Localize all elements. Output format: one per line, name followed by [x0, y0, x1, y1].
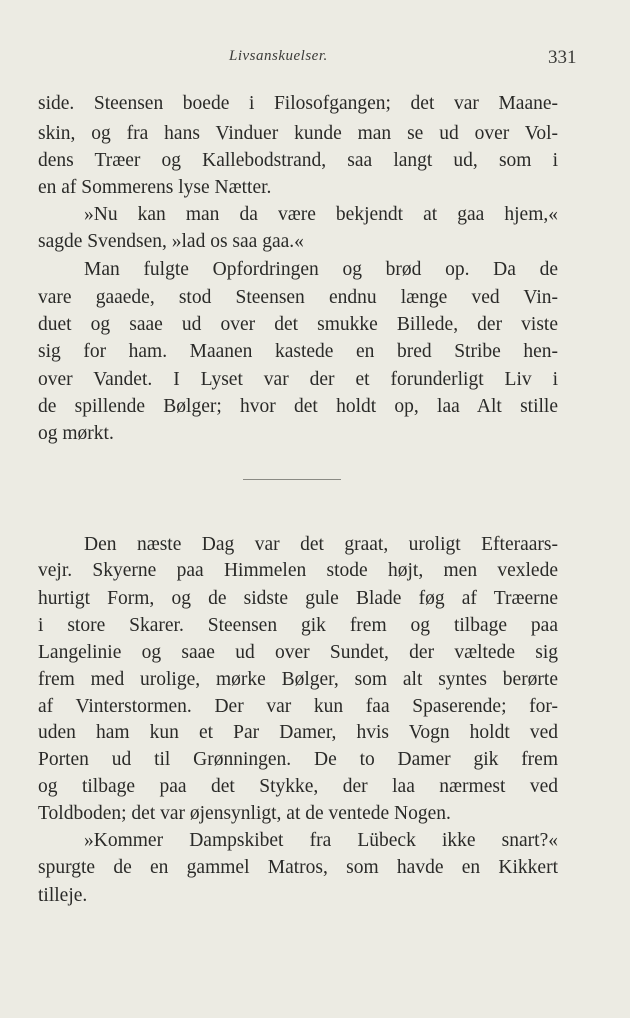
text-line: Langelinie og saae ud over Sundet, der væltede sig	[38, 642, 558, 663]
text-line: en af Sommerens lyse Nætter.	[38, 177, 272, 198]
page-number: 331	[548, 47, 577, 68]
text-line: frem med urolige, mørke Bølger, som alt syntes berørte	[38, 669, 558, 690]
running-head	[0, 48, 630, 72]
section-divider	[243, 479, 341, 480]
text-line: og mørkt.	[38, 423, 114, 444]
text-line: af Vinterstormen. Der var kun faa Spaserende; for-	[38, 696, 558, 717]
text-line: side. Steensen boede i Filosofgangen; det var Maane-	[38, 93, 558, 114]
text-line: Den næste Dag var det graat, uroligt Efteraars-	[84, 534, 558, 555]
text-line: vare gaaede, stod Steensen endnu længe ved Vin-	[38, 287, 558, 308]
text-line: sagde Svendsen, »lad os saa gaa.«	[38, 231, 304, 252]
text-line: duet og saae ud over det smukke Billede, der viste	[38, 314, 558, 335]
text-line: hurtigt Form, og de sidste gule Blade føg af Træerne	[38, 588, 558, 609]
text-line: og tilbage paa det Stykke, der laa nærmest ved	[38, 776, 558, 797]
text-line: spurgte de en gammel Matros, som havde en Kikkert	[38, 857, 558, 878]
text-line: »Nu kan man da være bekjendt at gaa hjem,«	[84, 204, 558, 225]
text-line: uden ham kun et Par Damer, hvis Vogn holdt ved	[38, 722, 558, 743]
text-line: Porten ud til Grønningen. De to Damer gik frem	[38, 749, 558, 770]
running-title: Livsanskuelser.	[229, 48, 328, 64]
text-line: tilleje.	[38, 885, 88, 906]
text-line: Toldboden; det var øjensynligt, at de ventede Nogen.	[38, 803, 451, 824]
text-line: Man fulgte Opfordringen og brød op. Da de	[84, 259, 558, 280]
text-line: vejr. Skyerne paa Himmelen stode højt, men vexlede	[38, 560, 558, 581]
text-line: skin, og fra hans Vinduer kunde man se ud over Vol-	[38, 123, 558, 144]
text-line: over Vandet. I Lyset var der et forunderligt Liv i	[38, 369, 558, 390]
text-line: dens Træer og Kallebodstrand, saa langt ud, som i	[38, 150, 558, 171]
text-line: »Kommer Dampskibet fra Lübeck ikke snart?«	[84, 830, 558, 851]
text-line: sig for ham. Maanen kastede en bred Stribe hen-	[38, 341, 558, 362]
text-line: de spillende Bølger; hvor det holdt op, laa Alt stille	[38, 396, 558, 417]
text-line: i store Skarer. Steensen gik frem og tilbage paa	[38, 615, 558, 636]
